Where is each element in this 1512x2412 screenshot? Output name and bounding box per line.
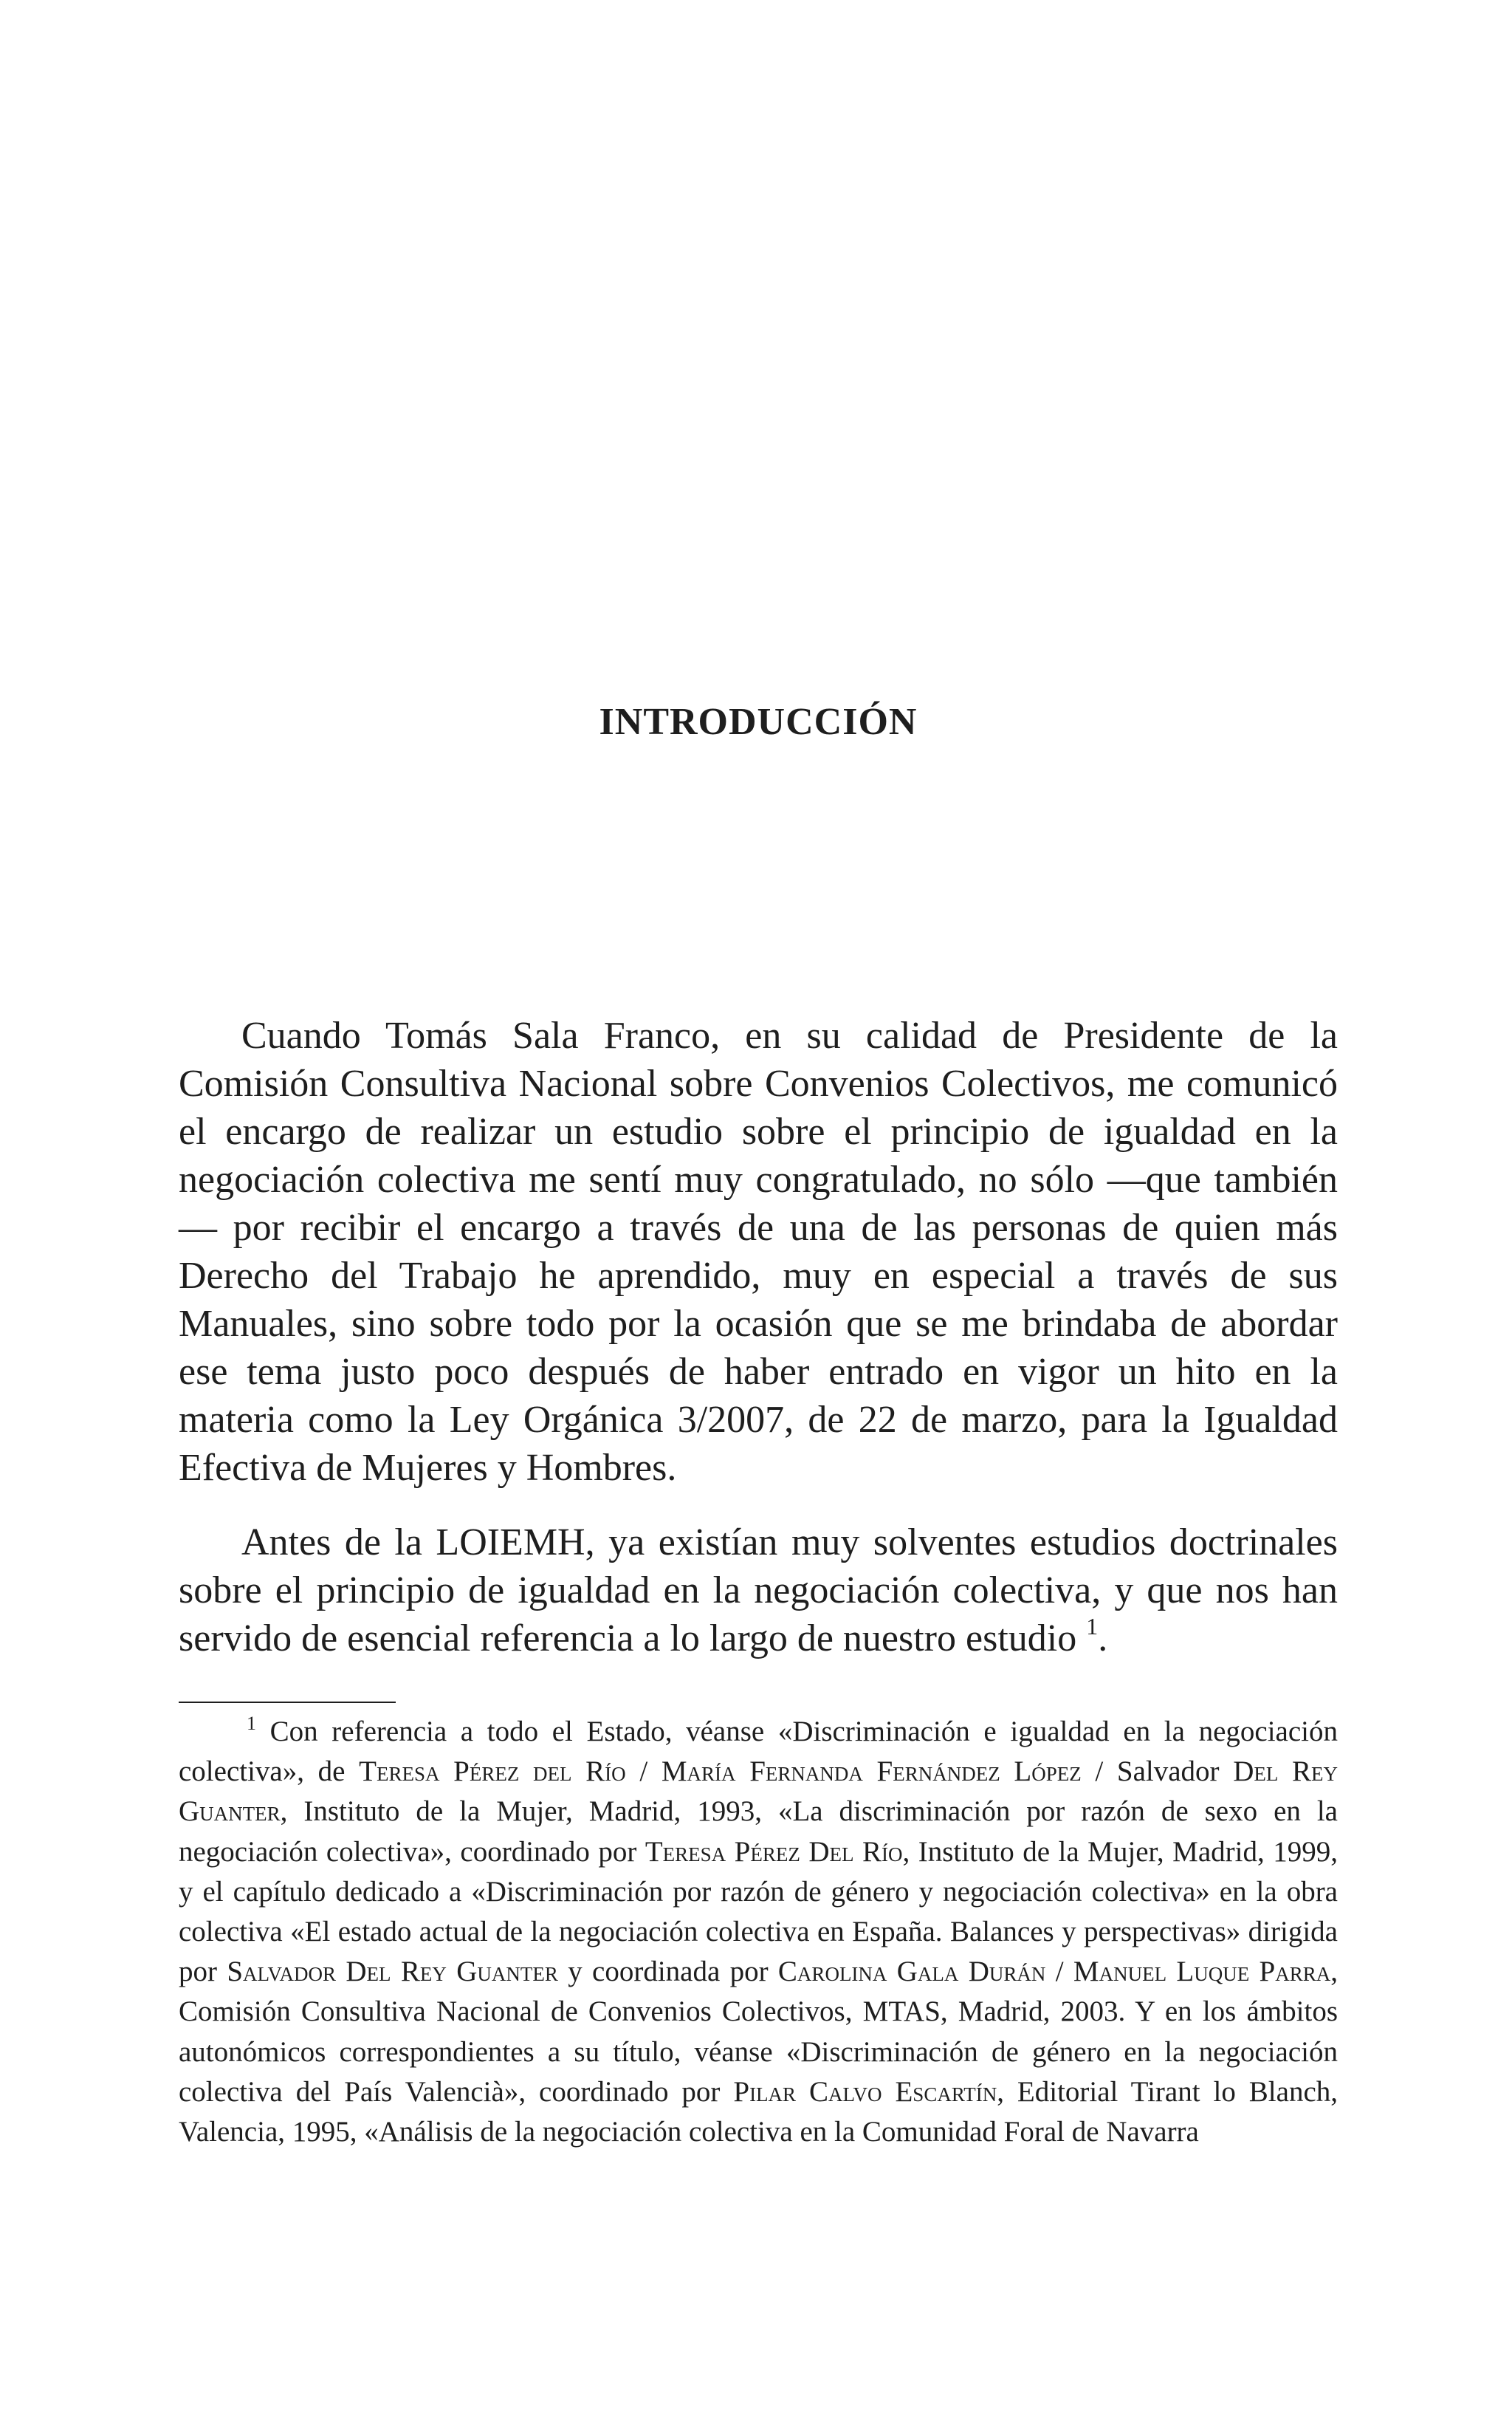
footnote-text: , Comisión Consultiva Nacional de Convenios Colectivos, MTAS, Madrid, 2003. Y en los ámbitos autonómicos correspondientes a su título, véanse «Discriminación de género en la negociación colectiva del País Valencià», coordinado por	[179, 1956, 1338, 2108]
author-name: Salvador Del Rey Guanter	[227, 1956, 558, 1988]
footnote-text: /	[625, 1755, 662, 1788]
footnote-reference[interactable]: 1	[1086, 1613, 1099, 1640]
footnote-text: y coordinada por	[557, 1956, 778, 1988]
footnote-text: , Instituto de la Mujer, Madrid, 1999, y el capítulo dedicado a «Discriminación por razón de género y negociación colectiva» en la obra colectiva «El estado actual de la negociación colectiva en España. Balances y perspectivas» dirigida por	[179, 1835, 1338, 1988]
paragraph-2-end: .	[1098, 1617, 1108, 1659]
body-text	[179, 1012, 1338, 1689]
author-name: Teresa Pérez Del Río	[645, 1835, 903, 1868]
footnote-text: , Instituto de la Mujer, Madrid, 1993, «La discriminación por razón de sexo en la negociación colectiva», coordinado por	[179, 1795, 1338, 1868]
book-page	[179, 0, 1338, 2412]
paragraph-1: Cuando Tomás Sala Franco, en su calidad de Presidente de la Comisión Consultiva Nacional sobre Convenios Colectivos, me comunicó el encargo de realizar un estudio sobre el principio de igualdad en la negociación colectiva me sentí muy congratulado, no sólo —que también— por recibir el encargo a través de una de las personas de quien más Derecho del Trabajo he aprendido, muy en especial a través de sus Manuales, sino sobre todo por la ocasión que se me brindaba de abordar ese tema justo poco después de haber entrado en vigor un hito en la materia como la Ley Orgánica 3/2007, de 22 de marzo, para la Igualdad Efectiva de Mujeres y Hombres.	[179, 1015, 1338, 1489]
author-name: Del Rey Guanter	[179, 1755, 1339, 1828]
footnote-text: / Salvador	[1081, 1755, 1234, 1788]
author-name: María Fernanda Fernández López	[661, 1755, 1082, 1788]
footnote-separator	[179, 1702, 396, 1703]
footnote-number: 1	[247, 1713, 256, 1734]
footnote-text: Con referencia a todo el Estado, véanse «Discriminación e igualdad en la negociación colectiva», de	[179, 1716, 1338, 1788]
footnote-text: , Editorial Tirant lo Blanch, Valencia, 1995, «Análisis de la negociación colectiva en la Comunidad Foral de Navarra	[179, 2075, 1339, 2148]
paragraph-2-text: Antes de la LOIEMH, ya existían muy solventes estudios doctrinales sobre el principio de igualdad en la negociación colectiva, y que nos han servido de esencial referencia a lo largo de nuestro estudio	[179, 1521, 1338, 1659]
footnote-1	[179, 1712, 1338, 2152]
author-name: Manuel Luque Parra	[1073, 1956, 1331, 1988]
author-name: Pilar Calvo Escartín	[733, 2075, 997, 2108]
author-name: Carolina Gala Durán	[777, 1956, 1046, 1988]
paragraph-2	[179, 1518, 1338, 1662]
chapter-heading: INTRODUCCIÓN	[599, 701, 918, 743]
author-name: Teresa Pérez del Río	[359, 1755, 626, 1788]
footnote-text: /	[1045, 1956, 1073, 1988]
